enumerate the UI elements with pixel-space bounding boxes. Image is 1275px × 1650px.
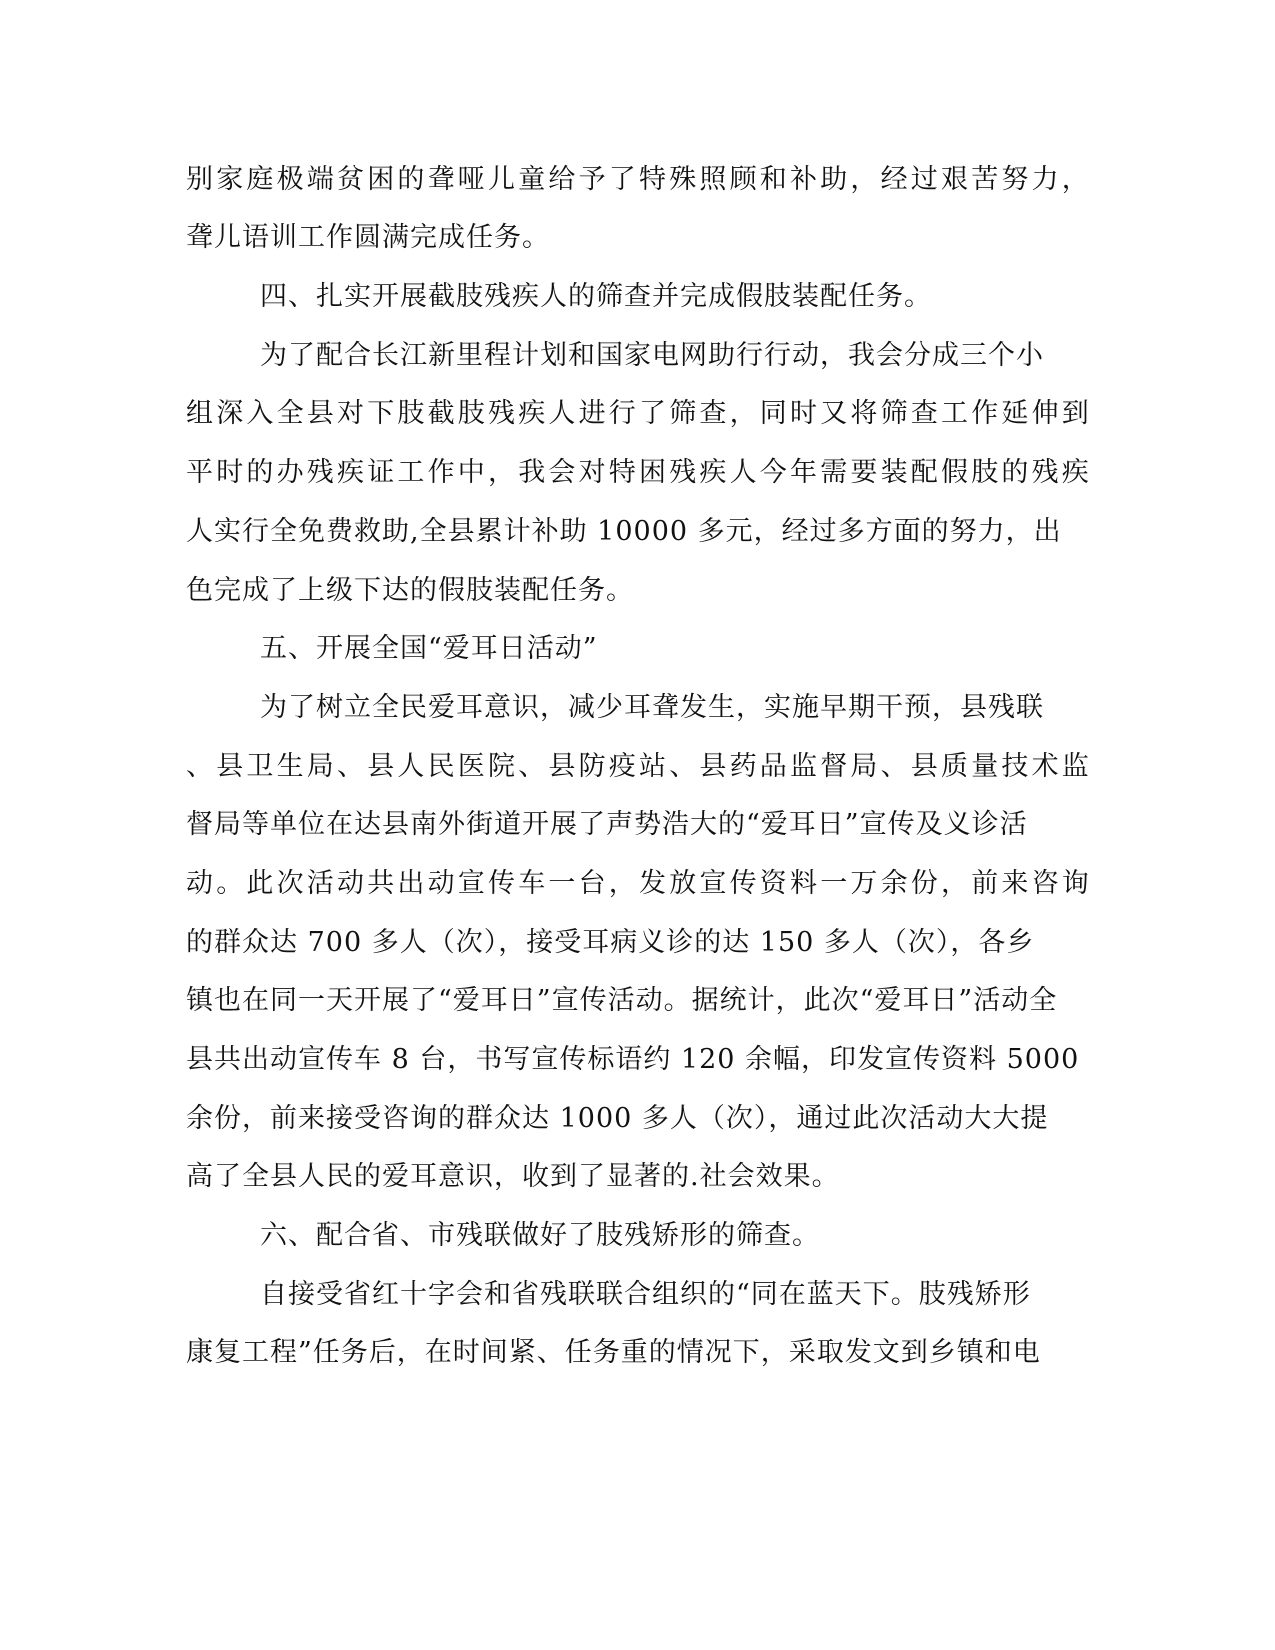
text-line: 色完成了上级下达的假肢装配任务。 xyxy=(186,575,634,606)
text-line: 余份，前来接受咨询的群众达 1000 多人（次），通过此次活动大大提 xyxy=(186,1103,1049,1134)
text-line: 平时的办残疾证工作中，我会对特困残疾人今年需要装配假肢的残疾 xyxy=(186,457,1092,488)
text-line: 督局等单位在达县南外街道开展了声势浩大的“爱耳日”宣传及义诊活 xyxy=(186,809,1028,840)
text-line: 高了全县人民的爱耳意识，收到了显著的.社会效果。 xyxy=(186,1161,840,1192)
text-line: 的群众达 700 多人（次），接受耳病义诊的达 150 多人（次），各乡 xyxy=(186,927,1035,958)
text-line: 自接受省红十字会和省残联联合组织的“同在蓝天下。肢残矫形 xyxy=(260,1279,1031,1310)
text-line: 、县卫生局、县人民医院、县防疫站、县药品监督局、县质量技术监 xyxy=(186,751,1092,782)
text-line: 镇也在同一天开展了“爱耳日”宣传活动。据统计，此次“爱耳日”活动全 xyxy=(186,985,1058,1016)
text-line: 组深入全县对下肢截肢残疾人进行了筛查，同时又将筛查工作延伸到 xyxy=(186,398,1092,429)
section-heading: 六、配合省、市残联做好了肢残矫形的筛查。 xyxy=(260,1220,820,1251)
text-line: 为了配合长江新里程计划和国家电网助行行动，我会分成三个小 xyxy=(260,340,1044,371)
text-line: 别家庭极端贫困的聋哑儿童给予了特殊照顾和补助，经过艰苦努力， xyxy=(186,164,1092,195)
text-line: 人实行全免费救助,全县累计补助 10000 多元，经过多方面的努力，出 xyxy=(186,516,1062,547)
text-line: 县共出动宣传车 8 台，书写宣传标语约 120 余幅，印发宣传资料 5000 xyxy=(186,1044,1080,1075)
section-heading: 五、开展全国“爱耳日活动” xyxy=(260,633,598,664)
text-line: 聋儿语训工作圆满完成任务。 xyxy=(186,222,550,253)
text-line: 动。此次活动共出动宣传车一台，发放宣传资料一万余份，前来咨询 xyxy=(186,868,1092,899)
text-line: 康复工程”任务后，在时间紧、任务重的情况下，采取发文到乡镇和电 xyxy=(186,1337,1041,1368)
section-heading: 四、扎实开展截肢残疾人的筛查并完成假肢装配任务。 xyxy=(260,281,932,312)
text-line: 为了树立全民爱耳意识，减少耳聋发生，实施早期干预，县残联 xyxy=(260,692,1044,723)
